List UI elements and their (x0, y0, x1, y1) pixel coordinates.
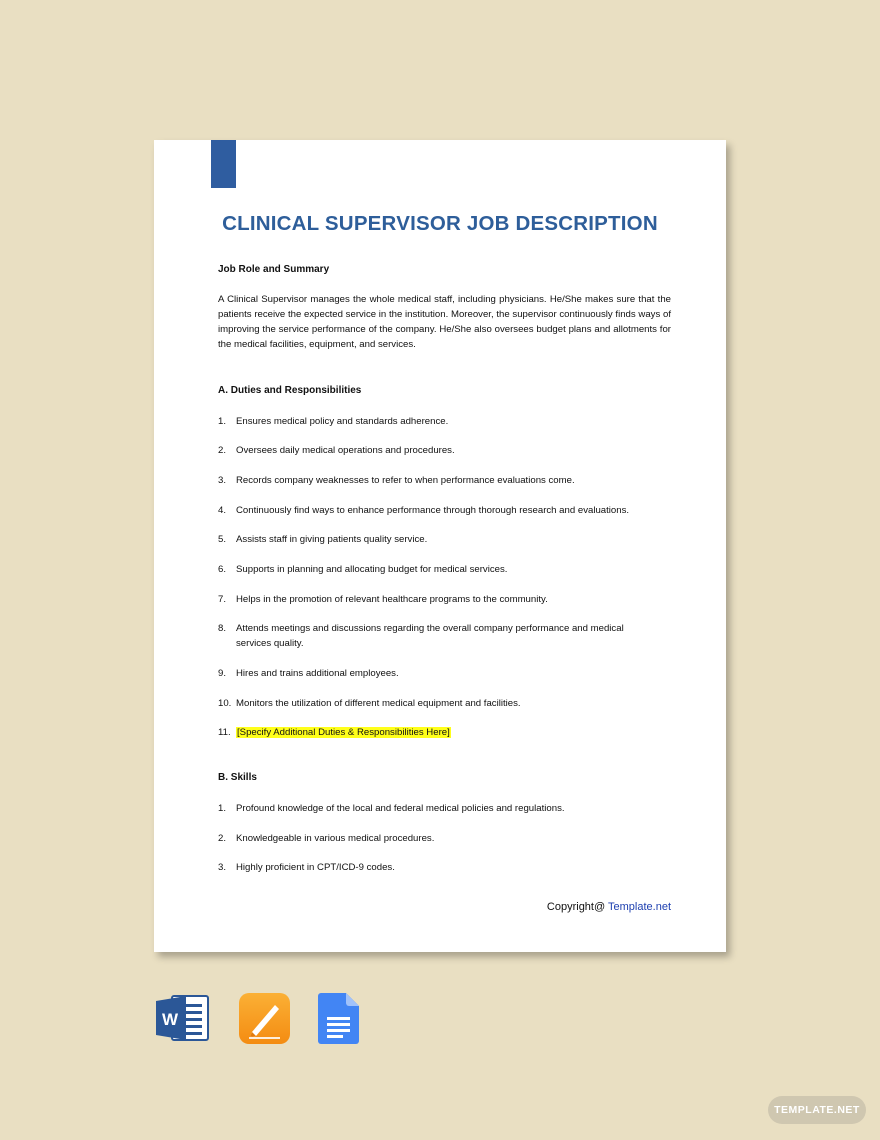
copyright-label: Copyright@ (546, 901, 609, 913)
duty-number: 8. (218, 623, 227, 634)
svg-text:W: W (161, 1010, 179, 1029)
duty-text: Continuously find ways to enhance performance through thorough research and evaluations. (236, 505, 630, 516)
duty-number: 7. (218, 594, 227, 605)
duty-number: 5. (218, 534, 227, 545)
duty-number: 9. (218, 668, 227, 679)
skill-number: 3. (218, 862, 227, 873)
duties-heading: A. Duties and Responsibilities (218, 385, 362, 396)
duty-number: 6. (218, 564, 227, 575)
watermark-badge: TEMPLATE.NET (768, 1096, 866, 1124)
skills-heading: B. Skills (218, 772, 257, 783)
duty-number: 1. (218, 416, 227, 427)
placeholder-highlight[interactable]: [Specify Additional Duties & Responsibilities Here] (237, 727, 450, 738)
google-docs-icon[interactable] (318, 993, 359, 1044)
duty-number: 3. (218, 475, 227, 486)
copyright-line (547, 901, 671, 913)
duty-number: 2. (218, 445, 227, 456)
pages-icon[interactable] (239, 993, 290, 1044)
duty-item (218, 621, 678, 651)
duty-text: Assists staff in giving patients quality service. (236, 534, 428, 545)
document-page (154, 140, 726, 952)
duty-text: Helps in the promotion of relevant healthcare programs to the community. (236, 594, 548, 605)
skill-text: Highly proficient in CPT/ICD-9 codes. (236, 862, 395, 873)
word-icon[interactable] (156, 994, 210, 1042)
duty-number: 11. (218, 727, 231, 738)
summary-heading: Job Role and Summary (218, 264, 330, 275)
summary-paragraph: A Clinical Supervisor manages the whole medical staff, including physicians. He/She makes sure that the patients receive the expected service in the institution. Moreover, the supervisor continuously finds ways of improving the service performance of the company. He/She also oversees budget plans and allotments for the medical facilities, equipment, and services. (218, 294, 671, 350)
duty-text: Oversees daily medical operations and procedures. (236, 445, 455, 456)
duty-text: Monitors the utilization of different medical equipment and facilities. (236, 698, 521, 709)
duty-text: Records company weaknesses to refer to when performance evaluations come. (236, 475, 575, 486)
skill-text: Profound knowledge of the local and federal medical policies and regulations. (236, 803, 565, 814)
skill-number: 1. (218, 803, 227, 814)
duty-number: 10. (218, 698, 232, 709)
duty-text: Supports in planning and allocating budget for medical services. (236, 564, 508, 575)
duty-text: Ensures medical policy and standards adherence. (236, 416, 449, 427)
duty-text: Attends meetings and discussions regarding the overall company performance and medical services quality. (236, 623, 624, 649)
skill-text: Knowledgeable in various medical procedures. (236, 833, 435, 844)
page-accent-bar (211, 140, 236, 188)
copyright-link[interactable]: Template.net (608, 901, 671, 913)
skill-number: 2. (218, 833, 227, 844)
duty-number: 4. (218, 505, 227, 516)
document-title: CLINICAL SUPERVISOR JOB DESCRIPTION (222, 212, 658, 235)
duty-text: Hires and trains additional employees. (236, 668, 399, 679)
